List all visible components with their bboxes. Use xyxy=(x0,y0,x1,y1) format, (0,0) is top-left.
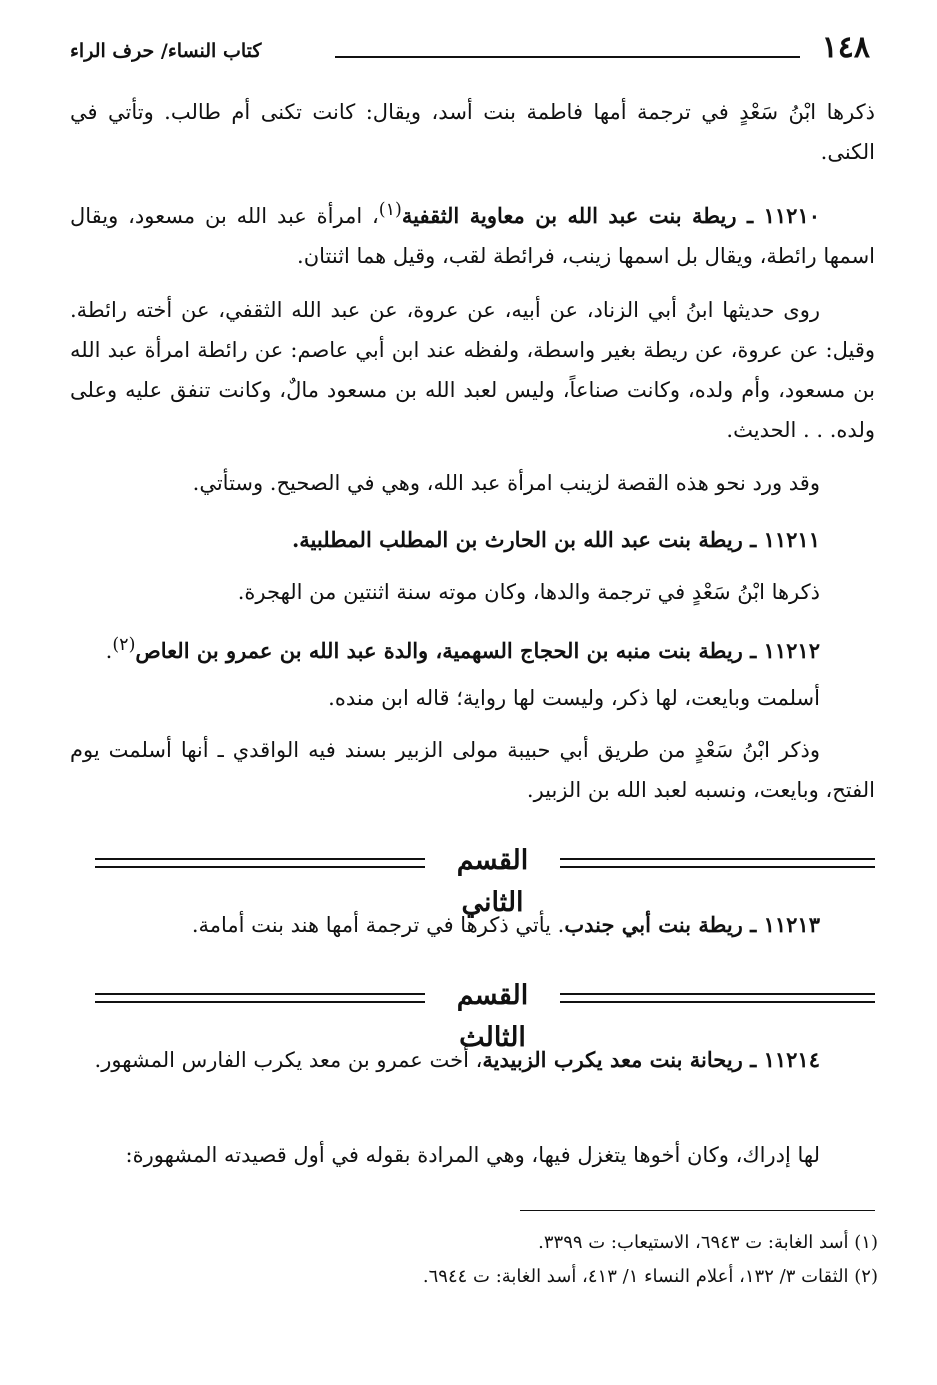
entry-heading: ١١٢١٣ ـ ريطة بنت أبي جندب xyxy=(564,912,820,937)
entry-11210 xyxy=(70,190,875,276)
paragraph: لها إدراك، وكان أخوها يتغزل فيها، وهي المرادة بقوله في أول قصيدته المشهورة: xyxy=(125,1143,820,1167)
section-rule xyxy=(560,993,875,1003)
entry-body: ، أخت عمرو بن معد يكرب الفارس المشهور. xyxy=(94,1048,483,1072)
footnote-ref: (١) xyxy=(378,200,402,220)
section-divider-second xyxy=(95,840,875,918)
entry-heading: ١١٢١١ ـ ريطة بنت عبد الله بن الحارث بن المطلب المطلبية. xyxy=(291,527,820,552)
footnote-1: (١) أسد الغابة: ت ٦٩٤٣، الاستيعاب: ت ٣٣٩٩. xyxy=(538,1232,878,1253)
entry-body: ، امرأة عبد الله بن مسعود، ويقال اسمها رائطة، ويقال بل اسمها زينب، فرائطة لقب، وقيل هما اثنتان. xyxy=(70,204,875,268)
paragraph: وذكر ابْنُ سَعْدٍ من طريق أبي حبيبة مولى الزبير بسند فيه الواقدي ـ أنها أسلمت يوم الفتح، وبايعت، ونسبه لعبد الله بن الزبير. xyxy=(70,738,875,802)
section-rule xyxy=(560,858,875,868)
entry-body: . يأتي ذكرها في ترجمة أمها هند بنت أمامة. xyxy=(191,913,565,937)
entry-heading: ١١٢١٤ ـ ريحانة بنت معد يكرب الزبيدية xyxy=(482,1047,820,1072)
paragraph: وقد ورد نحو هذه القصة لزينب امرأة عبد الله، وهي في الصحيح. وستأتي. xyxy=(192,471,820,495)
entry-11213 xyxy=(70,905,875,945)
section-rule xyxy=(95,993,425,1003)
entry-11211 xyxy=(70,520,875,560)
footnote-2: (٢) الثقات ٣/ ١٣٢، أعلام النساء ١/ ٤١٣، أسد الغابة: ت ٦٩٤٤. xyxy=(422,1266,878,1287)
section-rule xyxy=(95,858,425,868)
footnote-ref: (٢) xyxy=(112,635,136,655)
running-title: كتاب النساء/ حرف الراء xyxy=(70,40,262,62)
paragraph: روى حديثها ابنُ أبي الزناد، عن أبيه، عن عروة، عن عبد الله الثقفي، عن أخته رائطة. وقيل: عن عروة، عن ريطة بغير واسطة، ولفظه عند ابن أبي عاصم: عن رائطة امرأة عبد الله بن مسعود، وأم ولده، وكانت صناعاً، وليس لعبد الله بن مسعود مالٌ، وكانت تنفق عليه وعلى ولده. . . الحديث. xyxy=(70,298,875,442)
paragraph: أسلمت وبايعت، لها ذكر، وليست لها رواية؛ قاله ابن منده. xyxy=(328,686,820,710)
section-divider-third xyxy=(95,975,875,1053)
entry-heading: ١١٢١٠ ـ ريطة بنت عبد الله بن معاوية الثقفية xyxy=(401,203,821,228)
section-title: القسم الثالث xyxy=(456,980,529,1053)
entry-11214 xyxy=(70,1040,875,1080)
header-rule xyxy=(335,56,800,58)
paragraph: ذكرها ابْنُ سَعْدٍ في ترجمة والدها، وكان موته سنة اثنتين من الهجرة. xyxy=(237,580,820,604)
entry-heading: ١١٢١٢ ـ ريطة بنت منبه بن الحجاج السهمية، والدة عبد الله بن عمرو بن العاص xyxy=(135,638,820,663)
page-number: ١٤٨ xyxy=(821,30,870,65)
section-title: القسم الثاني xyxy=(456,845,529,918)
paragraph: ذكرها ابْنُ سَعْدٍ في ترجمة أمها فاطمة بنت أسد، ويقال: كانت تكنى أم طالب. وتأتي في الكنى. xyxy=(70,100,875,164)
entry-end: . xyxy=(105,639,113,663)
page-header xyxy=(70,30,870,74)
footnote-rule xyxy=(520,1210,875,1211)
entry-11212 xyxy=(70,625,875,671)
